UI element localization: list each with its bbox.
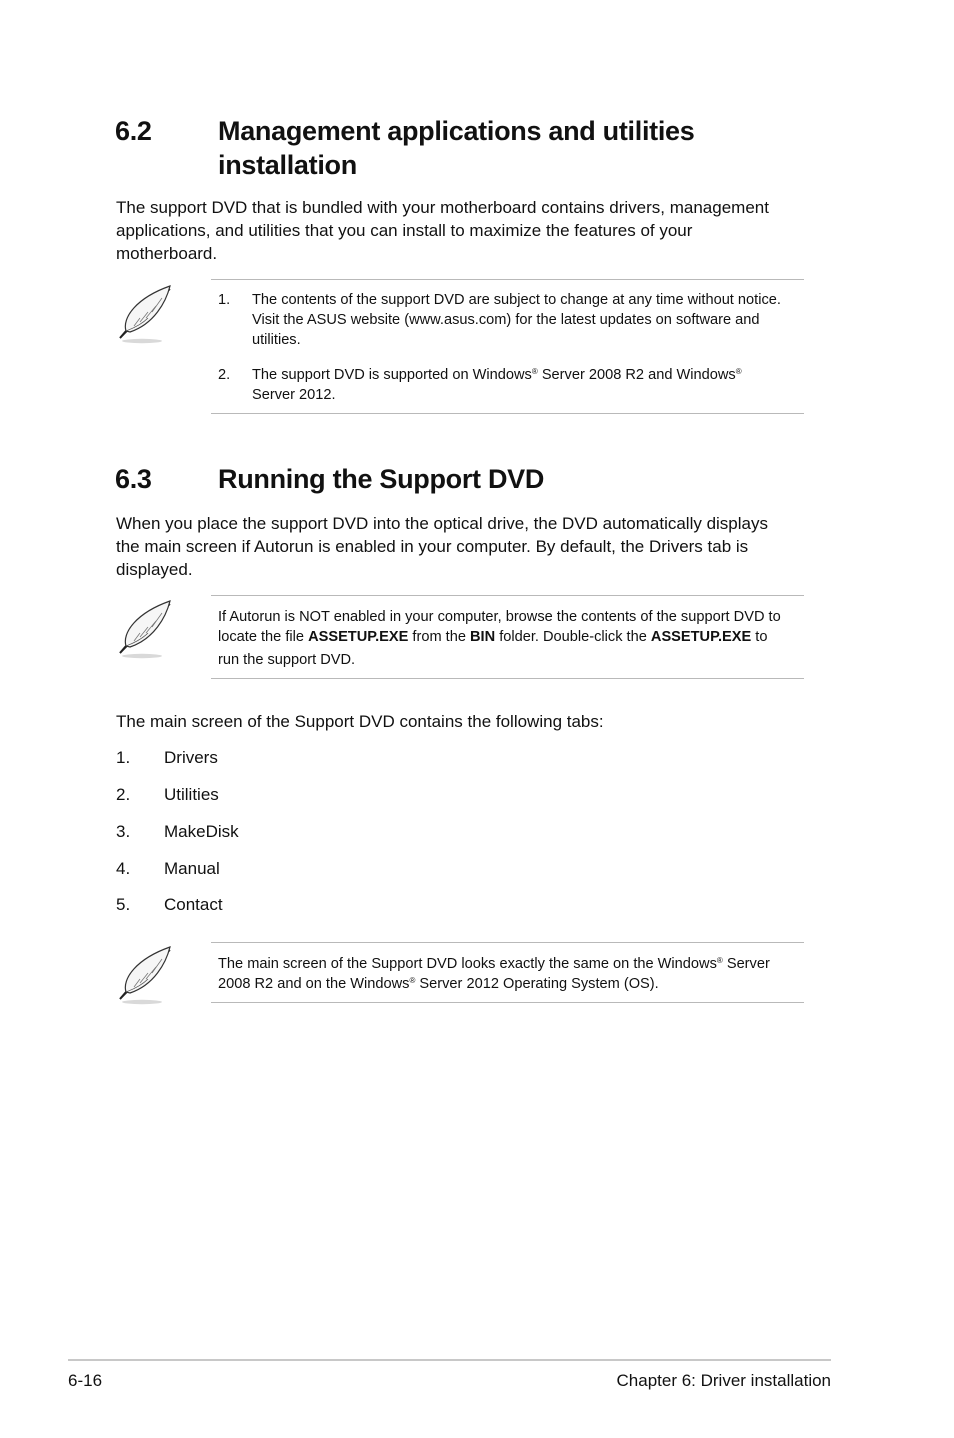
section-title-6-2-line1: Management applications and utilities (218, 116, 695, 146)
note-text-line: 2008 R2 and on the Windows® Server 2012 Operating System (OS). (218, 976, 659, 992)
note-item-text: utilities. (252, 332, 301, 348)
list-item-label: Contact (164, 895, 223, 914)
intro-paragraph-line: applications, and utilities that you can install to maximize the features of your (116, 221, 693, 240)
section-number-6-2: 6.2 (115, 116, 152, 146)
note-item-number: 2. (218, 367, 231, 383)
list-item-number: 2. (116, 785, 131, 804)
feather-pen-icon (112, 943, 178, 1009)
page-number: 6-16 (68, 1371, 103, 1390)
section-paragraph-line: the main screen if Autorun is enabled in your computer. By default, the Drivers tab is (116, 537, 749, 556)
note-text-block (218, 954, 808, 994)
note-text-line: locate the file ASSETUP.EXE from the BIN folder. Double-click the ASSETUP.EXE to (218, 629, 768, 645)
note-item-text: The support DVD is supported on Windows® Server 2008 R2 and Windows® (252, 367, 742, 383)
note-bottom-divider (211, 678, 804, 679)
note-text-block (218, 607, 808, 670)
registered-mark: ® (716, 956, 723, 965)
section-paragraph-line: displayed. (116, 560, 193, 579)
registered-mark: ® (409, 976, 416, 985)
intro-paragraph-line: motherboard. (116, 244, 218, 263)
list-item-number: 5. (116, 895, 131, 914)
filename-bold: ASSETUP.EXE (308, 629, 409, 645)
list-item-number: 1. (116, 748, 131, 767)
chapter-title: Chapter 6: Driver installation (616, 1371, 831, 1390)
intro-paragraph-line: The support DVD that is bundled with your motherboard contains drivers, management (116, 198, 769, 217)
note-bottom-divider (211, 1002, 804, 1003)
registered-mark: ® (735, 367, 742, 376)
note-top-divider (211, 595, 804, 596)
note-item-text: Visit the ASUS website (www.asus.com) for the latest updates on software and (252, 312, 760, 328)
feather-pen-icon (112, 597, 178, 663)
feather-pen-icon (112, 282, 178, 348)
list-item-number: 3. (116, 822, 131, 841)
section-paragraph-line: When you place the support DVD into the optical drive, the DVD automatically displays (116, 514, 768, 533)
footer-divider (68, 1359, 831, 1361)
list-item-label: MakeDisk (164, 822, 239, 841)
registered-mark: ® (531, 367, 538, 376)
note-top-divider (211, 942, 804, 943)
list-item-label: Utilities (164, 785, 219, 804)
note-text-line: The main screen of the Support DVD looks exactly the same on the Windows® Server (218, 956, 770, 972)
list-item-label: Manual (164, 859, 220, 878)
note-item-number: 1. (218, 292, 231, 308)
note-item-text: Server 2012. (252, 387, 336, 403)
tabs-intro-text: The main screen of the Support DVD contains the following tabs: (116, 712, 604, 731)
note-bottom-divider (211, 413, 804, 414)
list-item-label: Drivers (164, 748, 218, 767)
filename-bold: ASSETUP.EXE (650, 629, 752, 645)
note-item-text: The contents of the support DVD are subject to change at any time without notice. (252, 292, 781, 308)
note-text-line: If Autorun is NOT enabled in your computer, browse the contents of the support DVD to (218, 609, 781, 625)
section-title-6-2-line2: installation (218, 150, 357, 180)
note-top-divider (211, 279, 804, 280)
folder-bold: BIN (470, 629, 496, 645)
list-item-number: 4. (116, 859, 131, 878)
note-text-line: run the support DVD. (218, 652, 356, 668)
section-title-6-3: Running the Support DVD (218, 464, 545, 494)
section-number-6-3: 6.3 (115, 464, 152, 494)
